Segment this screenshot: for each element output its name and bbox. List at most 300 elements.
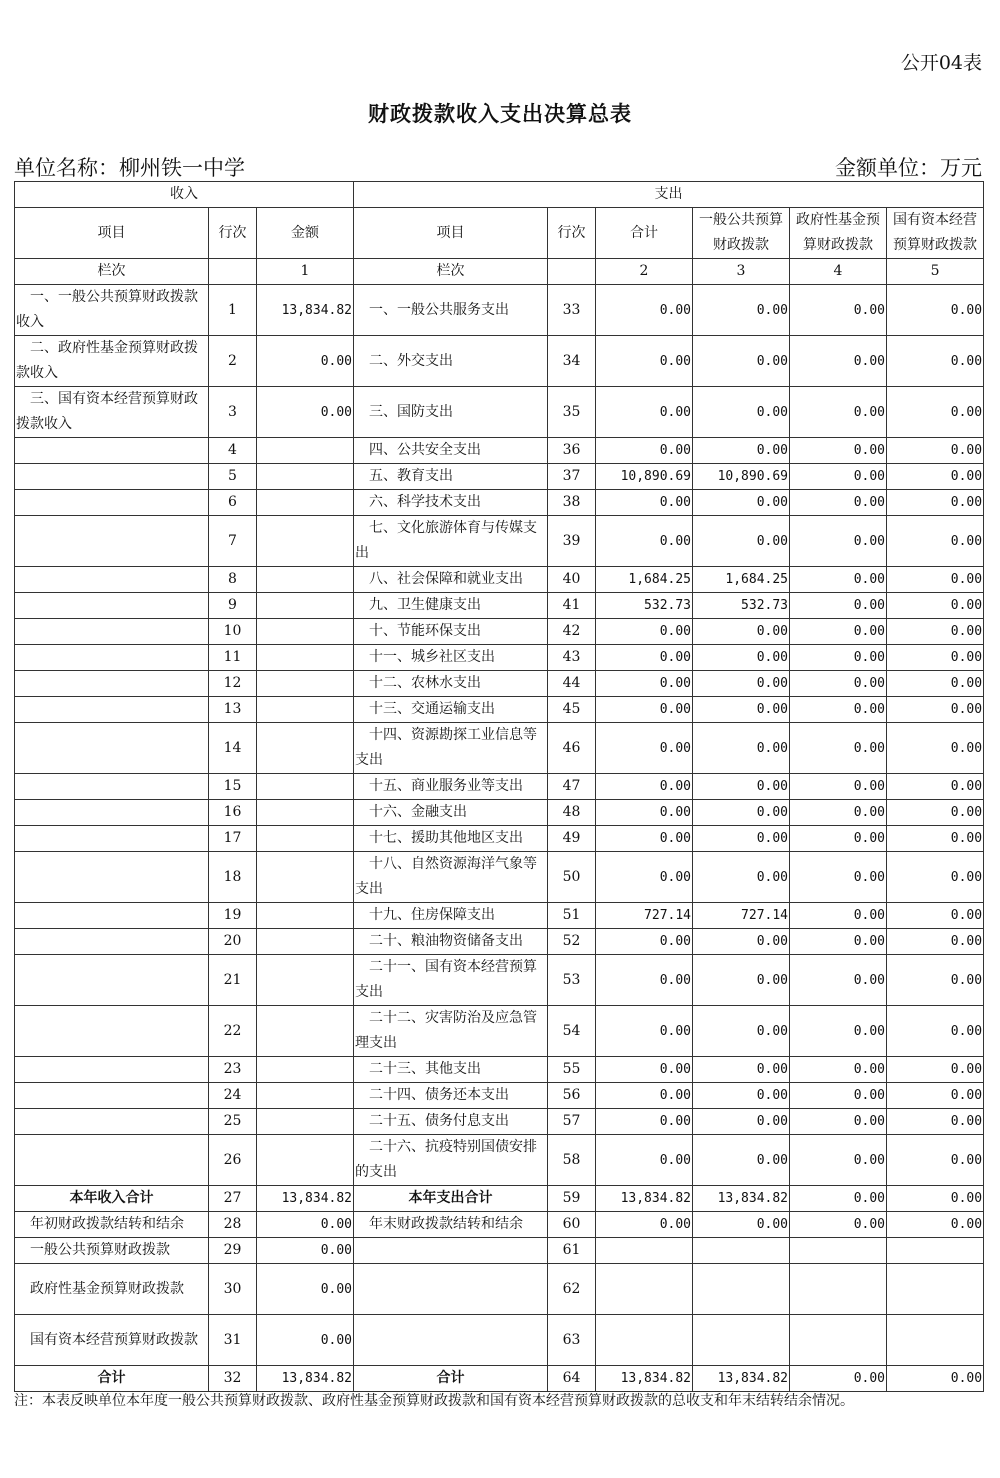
income-line-no: 15 [209,774,257,800]
income-item: 国有资本经营预算财政拨款 [15,1315,209,1366]
expense-general: 532.73 [693,593,790,619]
expense-state-capital: 0.00 [887,387,984,438]
expense-item: 十五、商业服务业等支出 [354,774,548,800]
expense-total: 13,834.82 [596,1366,693,1392]
income-amount: 13,834.82 [257,1366,354,1392]
expense-state-capital: 0.00 [887,516,984,567]
table-row [15,1109,984,1135]
expense-total: 0.00 [596,1135,693,1186]
header-in-line: 行次 [209,208,257,259]
table-row [15,464,984,490]
expense-total: 0.00 [596,645,693,671]
income-line-no: 20 [209,929,257,955]
expense-gov-fund: 0.00 [790,593,887,619]
income-line-no: 32 [209,1366,257,1392]
expense-total: 0.00 [596,1006,693,1057]
table-row [15,697,984,723]
expense-total: 0.00 [596,490,693,516]
col-empty [548,259,596,285]
expense-total: 0.00 [596,929,693,955]
expense-total: 10,890.69 [596,464,693,490]
income-item [15,697,209,723]
expense-line-no: 48 [548,800,596,826]
expense-gov-fund: 0.00 [790,285,887,336]
money-unit: 金额单位：万元 [835,156,982,180]
expense-state-capital: 0.00 [887,1083,984,1109]
expense-state-capital: 0.00 [887,723,984,774]
expense-gov-fund: 0.00 [790,1135,887,1186]
expense-gov-fund: 0.00 [790,516,887,567]
table-row [15,516,984,567]
expense-total: 0.00 [596,1109,693,1135]
expense-general: 0.00 [693,671,790,697]
income-line-no: 31 [209,1315,257,1366]
expense-state-capital: 0.00 [887,593,984,619]
budget-table [14,181,984,1392]
expense-item: 四、公共安全支出 [354,438,548,464]
expense-header: 支出 [354,182,984,208]
income-line-no: 5 [209,464,257,490]
expense-general: 1,684.25 [693,567,790,593]
expense-general: 0.00 [693,645,790,671]
table-row [15,1083,984,1109]
income-item [15,1006,209,1057]
expense-state-capital: 0.00 [887,826,984,852]
expense-line-no: 49 [548,826,596,852]
income-amount [257,1006,354,1057]
expense-total: 0.00 [596,619,693,645]
income-amount [257,490,354,516]
expense-gov-fund: 0.00 [790,955,887,1006]
expense-general: 0.00 [693,826,790,852]
income-amount [257,619,354,645]
table-row [15,1366,984,1392]
expense-item: 十八、自然资源海洋气象等支出 [354,852,548,903]
income-line-no: 14 [209,723,257,774]
table-row [15,723,984,774]
expense-item: 九、卫生健康支出 [354,593,548,619]
income-item [15,1057,209,1083]
expense-line-no: 39 [548,516,596,567]
table-row [15,1135,984,1186]
income-line-no: 19 [209,903,257,929]
income-line-no: 24 [209,1083,257,1109]
expense-item [354,1315,548,1366]
income-item [15,826,209,852]
expense-gov-fund [790,1315,887,1366]
expense-item: 二十二、灾害防治及应急管理支出 [354,1006,548,1057]
header-general: 一般公共预算财政拨款 [693,208,790,259]
expense-item [354,1238,548,1264]
expense-general: 0.00 [693,387,790,438]
table-row [15,929,984,955]
table-row [15,903,984,929]
income-amount [257,1109,354,1135]
expense-line-no: 43 [548,645,596,671]
expense-item: 十二、农林水支出 [354,671,548,697]
income-amount [257,1083,354,1109]
expense-state-capital [887,1264,984,1315]
expense-gov-fund [790,1238,887,1264]
expense-item [354,1264,548,1315]
expense-line-no: 60 [548,1212,596,1238]
expense-item: 二十六、抗疫特别国债安排的支出 [354,1135,548,1186]
expense-line-no: 36 [548,438,596,464]
expense-total: 0.00 [596,671,693,697]
col-empty [209,259,257,285]
income-amount [257,929,354,955]
expense-state-capital: 0.00 [887,336,984,387]
expense-item: 二十一、国有资本经营预算支出 [354,955,548,1006]
page-title: 财政拨款收入支出决算总表 [368,102,632,126]
expense-gov-fund: 0.00 [790,903,887,929]
income-item [15,438,209,464]
expense-total: 0.00 [596,285,693,336]
expense-total: 0.00 [596,955,693,1006]
expense-state-capital: 0.00 [887,1006,984,1057]
expense-general: 727.14 [693,903,790,929]
expense-total: 0.00 [596,852,693,903]
income-amount [257,955,354,1006]
expense-total: 13,834.82 [596,1186,693,1212]
expense-gov-fund: 0.00 [790,567,887,593]
income-line-no: 30 [209,1264,257,1315]
header-ex-line: 行次 [548,208,596,259]
expense-total: 532.73 [596,593,693,619]
expense-gov-fund: 0.00 [790,645,887,671]
income-item [15,645,209,671]
expense-total [596,1238,693,1264]
income-item [15,567,209,593]
table-row [15,1315,984,1366]
income-item [15,800,209,826]
expense-general: 10,890.69 [693,464,790,490]
table-row [15,955,984,1006]
expense-state-capital: 0.00 [887,490,984,516]
expense-general: 0.00 [693,1083,790,1109]
income-amount [257,645,354,671]
income-amount [257,723,354,774]
income-amount [257,852,354,903]
expense-gov-fund: 0.00 [790,774,887,800]
expense-gov-fund: 0.00 [790,1006,887,1057]
expense-item: 六、科学技术支出 [354,490,548,516]
expense-line-no: 54 [548,1006,596,1057]
table-row [15,619,984,645]
expense-line-no: 47 [548,774,596,800]
expense-state-capital: 0.00 [887,929,984,955]
income-amount [257,774,354,800]
unit-name: 单位名称：柳州铁一中学 [14,156,245,180]
table-row [15,826,984,852]
expense-state-capital: 0.00 [887,903,984,929]
income-line-no: 12 [209,671,257,697]
expense-state-capital: 0.00 [887,800,984,826]
expense-gov-fund: 0.00 [790,1057,887,1083]
expense-total: 1,684.25 [596,567,693,593]
income-amount: 13,834.82 [257,1186,354,1212]
col-3: 3 [693,259,790,285]
header-in-item: 项目 [15,208,209,259]
expense-state-capital: 0.00 [887,671,984,697]
header-ex-item: 项目 [354,208,548,259]
income-amount [257,1057,354,1083]
income-item: 二、政府性基金预算财政拨款收入 [15,336,209,387]
expense-total: 0.00 [596,1057,693,1083]
table-row [15,336,984,387]
expense-total: 0.00 [596,774,693,800]
expense-line-no: 58 [548,1135,596,1186]
expense-general: 0.00 [693,697,790,723]
expense-item: 年末财政拨款结转和结余 [354,1212,548,1238]
expense-total: 727.14 [596,903,693,929]
table-row [15,387,984,438]
income-amount: 0.00 [257,387,354,438]
income-amount [257,671,354,697]
income-line-no: 9 [209,593,257,619]
income-amount [257,1135,354,1186]
income-item [15,852,209,903]
expense-item: 二十五、债务付息支出 [354,1109,548,1135]
income-line-no: 8 [209,567,257,593]
income-line-no: 25 [209,1109,257,1135]
expense-gov-fund: 0.00 [790,800,887,826]
expense-line-no: 44 [548,671,596,697]
income-amount: 0.00 [257,1212,354,1238]
income-line-no: 2 [209,336,257,387]
expense-state-capital: 0.00 [887,774,984,800]
income-line-no: 7 [209,516,257,567]
expense-state-capital: 0.00 [887,1212,984,1238]
expense-total: 0.00 [596,1083,693,1109]
expense-state-capital: 0.00 [887,1057,984,1083]
income-line-no: 22 [209,1006,257,1057]
table-row [15,800,984,826]
expense-general: 0.00 [693,1109,790,1135]
income-line-no: 28 [209,1212,257,1238]
header-gov-fund: 政府性基金预算财政拨款 [790,208,887,259]
expense-gov-fund: 0.00 [790,619,887,645]
expense-line-no: 42 [548,619,596,645]
income-amount: 0.00 [257,1264,354,1315]
income-line-no: 6 [209,490,257,516]
expense-general: 0.00 [693,852,790,903]
expense-general: 0.00 [693,723,790,774]
expense-item: 合计 [354,1366,548,1392]
expense-total: 0.00 [596,826,693,852]
table-row [15,285,984,336]
col-5: 5 [887,259,984,285]
expense-gov-fund: 0.00 [790,1366,887,1392]
expense-gov-fund: 0.00 [790,1186,887,1212]
income-line-no: 21 [209,955,257,1006]
income-amount [257,464,354,490]
expense-item: 十六、金融支出 [354,800,548,826]
expense-line-no: 57 [548,1109,596,1135]
expense-state-capital: 0.00 [887,697,984,723]
expense-general: 0.00 [693,800,790,826]
expense-item: 七、文化旅游体育与传媒支出 [354,516,548,567]
expense-item: 本年支出合计 [354,1186,548,1212]
col-4: 4 [790,259,887,285]
expense-general: 13,834.82 [693,1366,790,1392]
expense-line-no: 52 [548,929,596,955]
table-row [15,1238,984,1264]
income-item [15,1109,209,1135]
table-row [15,1264,984,1315]
expense-item: 五、教育支出 [354,464,548,490]
form-number: 公开04表 [900,52,982,74]
expense-gov-fund: 0.00 [790,438,887,464]
expense-line-no: 64 [548,1366,596,1392]
expense-item: 十、节能环保支出 [354,619,548,645]
expense-general: 13,834.82 [693,1186,790,1212]
table-row [15,1186,984,1212]
col-1: 1 [257,259,354,285]
expense-state-capital: 0.00 [887,464,984,490]
expense-general: 0.00 [693,774,790,800]
table-row [15,671,984,697]
income-line-no: 23 [209,1057,257,1083]
expense-general: 0.00 [693,438,790,464]
expense-total [596,1315,693,1366]
expense-state-capital: 0.00 [887,1186,984,1212]
expense-gov-fund: 0.00 [790,464,887,490]
table-row [15,490,984,516]
income-line-no: 3 [209,387,257,438]
expense-gov-fund: 0.00 [790,697,887,723]
expense-state-capital: 0.00 [887,285,984,336]
expense-gov-fund: 0.00 [790,929,887,955]
expense-general: 0.00 [693,955,790,1006]
expense-line-no: 53 [548,955,596,1006]
income-amount [257,438,354,464]
income-amount [257,800,354,826]
expense-state-capital: 0.00 [887,645,984,671]
expense-total: 0.00 [596,723,693,774]
table-row [15,438,984,464]
expense-item: 二十、粮油物资储备支出 [354,929,548,955]
expense-item: 二十四、债务还本支出 [354,1083,548,1109]
expense-general: 0.00 [693,336,790,387]
expense-general: 0.00 [693,516,790,567]
expense-state-capital [887,1238,984,1264]
table-row [15,567,984,593]
income-amount [257,516,354,567]
income-item [15,619,209,645]
income-amount [257,903,354,929]
expense-item: 一、一般公共服务支出 [354,285,548,336]
expense-item: 三、国防支出 [354,387,548,438]
income-item [15,723,209,774]
expense-general: 0.00 [693,619,790,645]
income-item [15,903,209,929]
expense-state-capital: 0.00 [887,1109,984,1135]
expense-total: 0.00 [596,1212,693,1238]
expense-line-no: 37 [548,464,596,490]
expense-line-no: 46 [548,723,596,774]
income-line-no: 11 [209,645,257,671]
expense-gov-fund: 0.00 [790,387,887,438]
table-row [15,1057,984,1083]
header-total: 合计 [596,208,693,259]
income-amount [257,593,354,619]
income-amount [257,567,354,593]
expense-general [693,1264,790,1315]
expense-general: 0.00 [693,1212,790,1238]
expense-state-capital: 0.00 [887,955,984,1006]
table-row [15,774,984,800]
expense-line-no: 50 [548,852,596,903]
expense-line-no: 55 [548,1057,596,1083]
header-in-amount: 金额 [257,208,354,259]
income-item: 一般公共预算财政拨款 [15,1238,209,1264]
income-item [15,774,209,800]
income-item [15,955,209,1006]
income-item [15,929,209,955]
income-line-no: 1 [209,285,257,336]
col-label-in: 栏次 [15,259,209,285]
income-item [15,593,209,619]
expense-total: 0.00 [596,438,693,464]
expense-gov-fund [790,1264,887,1315]
expense-gov-fund: 0.00 [790,723,887,774]
expense-line-no: 56 [548,1083,596,1109]
income-item: 三、国有资本经营预算财政拨款收入 [15,387,209,438]
income-item: 合计 [15,1366,209,1392]
income-line-no: 4 [209,438,257,464]
expense-gov-fund: 0.00 [790,1083,887,1109]
expense-item: 十一、城乡社区支出 [354,645,548,671]
expense-item: 十四、资源勘探工业信息等支出 [354,723,548,774]
expense-line-no: 51 [548,903,596,929]
col-label-ex: 栏次 [354,259,548,285]
income-item [15,464,209,490]
expense-general: 0.00 [693,490,790,516]
income-item: 一、一般公共预算财政拨款收入 [15,285,209,336]
expense-gov-fund: 0.00 [790,671,887,697]
income-item [15,1135,209,1186]
expense-state-capital: 0.00 [887,1366,984,1392]
expense-line-no: 62 [548,1264,596,1315]
income-item: 年初财政拨款结转和结余 [15,1212,209,1238]
expense-item: 八、社会保障和就业支出 [354,567,548,593]
income-amount: 0.00 [257,336,354,387]
income-amount [257,697,354,723]
expense-item: 十九、住房保障支出 [354,903,548,929]
header-state-capital: 国有资本经营预算财政拨款 [887,208,984,259]
expense-general [693,1238,790,1264]
income-line-no: 18 [209,852,257,903]
income-line-no: 29 [209,1238,257,1264]
expense-line-no: 63 [548,1315,596,1366]
income-amount [257,826,354,852]
expense-general: 0.00 [693,929,790,955]
income-item: 本年收入合计 [15,1186,209,1212]
expense-item: 二十三、其他支出 [354,1057,548,1083]
expense-state-capital [887,1315,984,1366]
income-header: 收入 [15,182,354,208]
expense-line-no: 34 [548,336,596,387]
col-2: 2 [596,259,693,285]
expense-total: 0.00 [596,697,693,723]
income-line-no: 16 [209,800,257,826]
expense-state-capital: 0.00 [887,852,984,903]
expense-line-no: 33 [548,285,596,336]
expense-gov-fund: 0.00 [790,1212,887,1238]
income-item [15,490,209,516]
expense-total: 0.00 [596,336,693,387]
